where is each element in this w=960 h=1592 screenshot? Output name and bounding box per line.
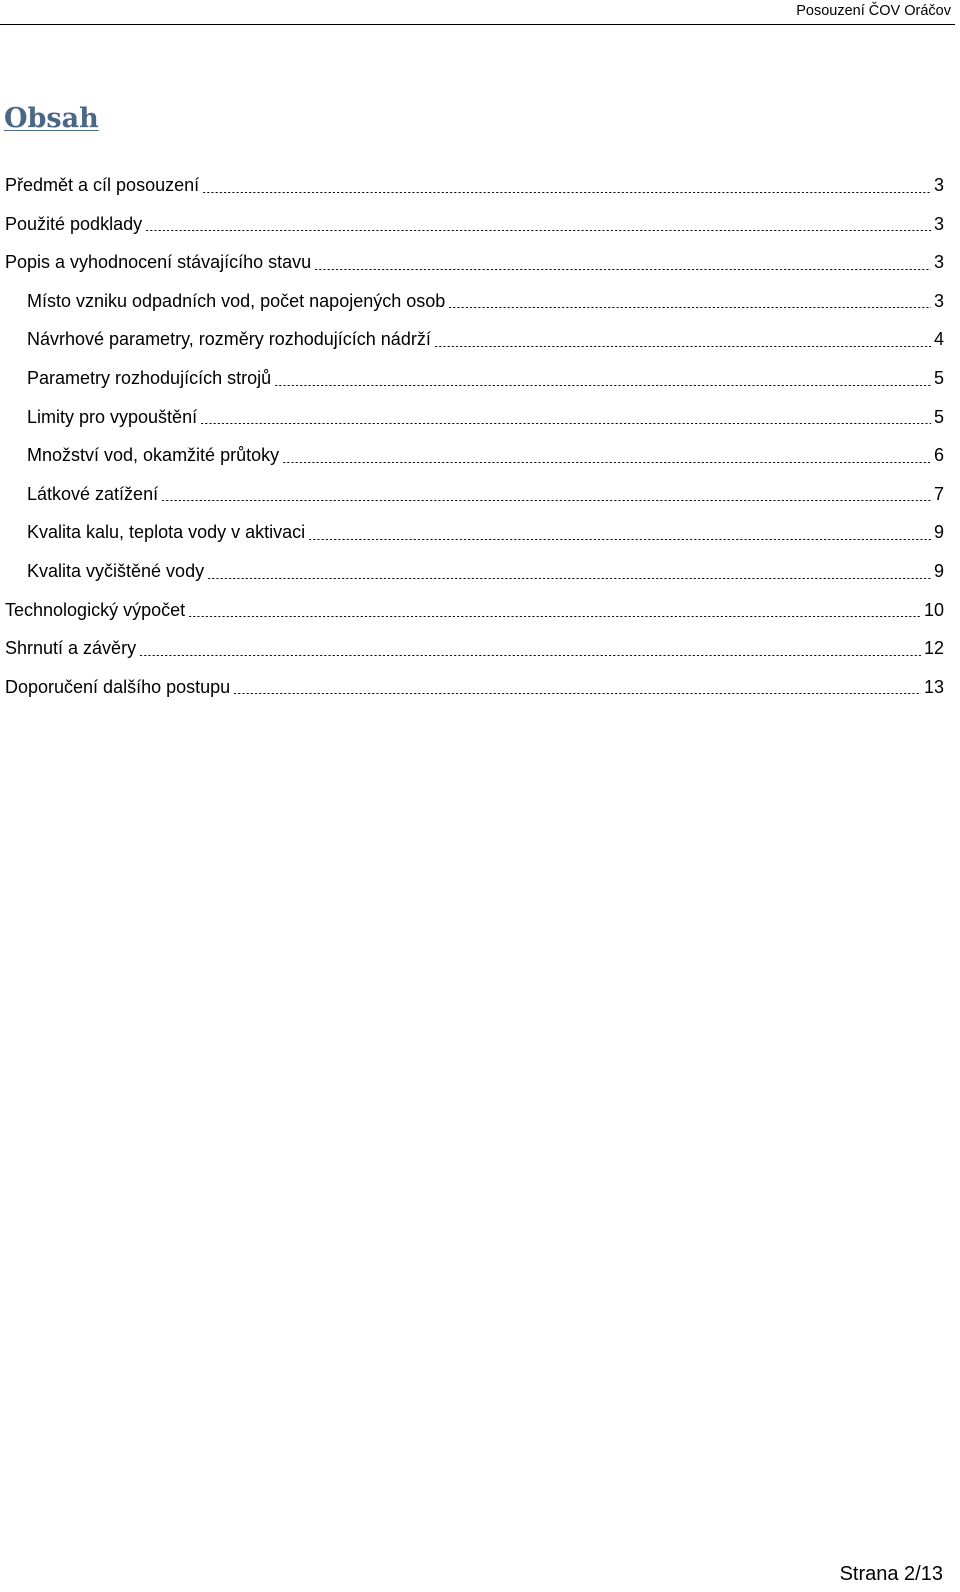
toc-entry-page: 3: [933, 290, 944, 311]
dot-leader: [274, 385, 931, 386]
toc-entry-label: Shrnutí a závěry: [5, 638, 137, 659]
toc-entry-page: 3: [933, 252, 944, 273]
toc-entry-label: Návrhové parametry, rozměry rozhodujících nádrží: [27, 329, 431, 350]
toc-entry-predmet-a-cil[interactable]: [0, 166, 960, 205]
toc-entry-navrhove-parametry[interactable]: [0, 320, 960, 359]
dot-leader: [202, 192, 931, 193]
toc-entry-page: 9: [933, 522, 944, 543]
toc-entry-page: 3: [933, 175, 944, 195]
toc-entry-mnozstvi-vod[interactable]: [0, 436, 960, 475]
toc-entry-label: Doporučení dalšího postupu: [5, 676, 231, 697]
dot-leader: [448, 307, 931, 308]
toc-entry-label: Limity pro vypouštění: [27, 406, 198, 427]
toc-entry-kvalita-kalu[interactable]: [0, 513, 960, 552]
toc-entry-kvalita-vody[interactable]: [0, 552, 960, 591]
toc-entry-pouzite-podklady[interactable]: [0, 205, 960, 244]
toc-entry-page: 13: [923, 676, 944, 697]
toc-entry-page: 3: [933, 213, 944, 234]
toc-entry-latkove-zatizeni[interactable]: [0, 475, 960, 514]
toc-entry-label: Kvalita kalu, teplota vody v aktivaci: [27, 522, 306, 543]
toc-entry-limity[interactable]: [0, 398, 960, 437]
toc-entry-page: 5: [933, 367, 944, 388]
dot-leader: [282, 462, 931, 463]
toc-entry-shrnuti[interactable]: [0, 629, 960, 668]
dot-leader: [200, 423, 931, 424]
toc-entry-label: Parametry rozhodujících strojů: [27, 367, 272, 388]
toc-entry-page: 7: [933, 483, 944, 504]
toc-entry-page: 10: [923, 599, 944, 620]
toc-entry-label: Popis a vyhodnocení stávajícího stavu: [5, 252, 312, 273]
toc-entry-page: 6: [933, 445, 944, 466]
document-title: Posouzení ČOV Oráčov: [796, 3, 951, 19]
toc-entry-page: 5: [933, 406, 944, 427]
dot-leader: [207, 578, 931, 579]
toc-entry-label: Kvalita vyčištěné vody: [27, 560, 205, 581]
dot-leader: [308, 539, 931, 540]
toc-entry-label: Technologický výpočet: [5, 599, 186, 620]
dot-leader: [314, 269, 931, 270]
toc-entry-label: Místo vzniku odpadních vod, počet napojených osob: [27, 290, 446, 311]
toc-entry-technologicky-vypocet[interactable]: [0, 591, 960, 630]
dot-leader: [233, 693, 921, 694]
toc-entry-doporuceni[interactable]: [0, 668, 960, 707]
dot-leader: [188, 616, 921, 617]
dot-leader: [139, 655, 921, 656]
page-header: [0, 0, 955, 25]
toc-entry-label: Použité podklady: [5, 213, 143, 234]
toc-entry-label: Množství vod, okamžité průtoky: [27, 445, 280, 466]
dot-leader: [145, 230, 931, 231]
toc-entry-page: 4: [933, 329, 944, 350]
dot-leader: [434, 346, 931, 347]
toc-entry-page: 12: [923, 638, 944, 659]
toc-entry-misto-vzniku[interactable]: [0, 282, 960, 321]
toc-entry-page: 9: [933, 560, 944, 581]
toc-title: Obsah: [4, 103, 99, 134]
toc-entry-label: Látkové zatížení: [27, 483, 159, 504]
page-number: Strana 2/13: [839, 1563, 943, 1585]
toc-entry-parametry-stroju[interactable]: [0, 359, 960, 398]
dot-leader: [161, 500, 931, 501]
toc-entry-label: Předmět a cíl posouzení: [5, 175, 200, 195]
toc-entry-popis-stavu[interactable]: [0, 243, 960, 282]
table-of-contents: [0, 166, 960, 706]
